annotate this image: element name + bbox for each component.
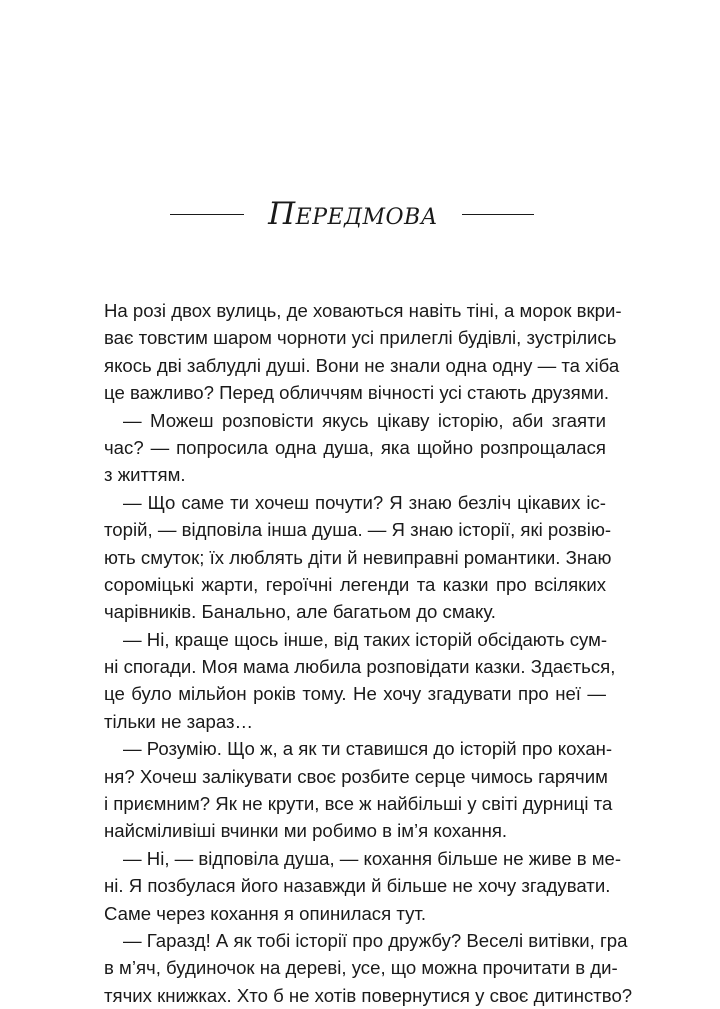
text-line: це важливо? Перед обличчям вічності усі стають друзями. xyxy=(104,382,610,404)
text-line: найсміливіші вчинки ми робимо в ім’я кохання. xyxy=(104,820,508,842)
text-line: — Що саме ти хочеш почути? Я знаю безліч цікавих іс- xyxy=(123,491,606,513)
text-line: тільки не зараз… xyxy=(104,710,254,732)
text-line: На розі двох вулиць, де ховаються навіть тіні, а морок вкри- xyxy=(104,300,622,321)
right-decorative-rule xyxy=(462,214,534,215)
text-line: Саме через кохання я опинилася тут. xyxy=(104,902,426,924)
text-line: ють смуток; їх люблять діти й невиправні романтики. Знаю xyxy=(104,546,612,568)
left-decorative-rule xyxy=(170,214,244,215)
text-line: чарівників. Банально, але багатьом до смаку. xyxy=(104,601,496,623)
text-line: — Можеш розповісти якусь цікаву історію, аби згаяти xyxy=(123,409,606,431)
text-line: тячих книжках. Хто б не хотів повернутися у своє дитинство? xyxy=(104,984,633,1006)
text-line: ває товстим шаром чорноти усі прилеглі будівлі, зустрілись xyxy=(104,327,617,349)
text-line: торій, — відповіла інша душа. — Я знаю історії, які розвію- xyxy=(104,519,612,541)
text-line: з життям. xyxy=(104,464,186,486)
text-line: ні спогади. Моя мама любила розповідати казки. Здається, xyxy=(104,656,616,678)
text-line: ня? Хочеш залікувати своє розбите серце чимось гарячим xyxy=(104,765,608,787)
text-line: — Ні, краще щось інше, від таких історій обсідають сум- xyxy=(123,628,608,650)
chapter-heading xyxy=(0,190,720,240)
chapter-title: Передмова xyxy=(268,196,438,232)
text-line: — Розумію. Що ж, а як ти ставишся до історій про кохан- xyxy=(123,738,613,760)
text-line: сороміцькі жарти, героїчні легенди та казки про всіляких xyxy=(104,573,606,595)
text-line: якось дві заблудлі душі. Вони не знали одна одну — та хіба xyxy=(104,354,620,376)
text-line: — Гаразд! А як тобі історії про дружбу? Веселі витівки, гра xyxy=(123,929,628,951)
text-line: і приємним? Як не крути, все ж найбільші у світі дурниці та xyxy=(104,793,613,815)
text-line: це було мільйон років тому. Не хочу згадувати про неї — xyxy=(104,683,606,705)
body-text xyxy=(104,297,633,1009)
text-line: час? — попросила одна душа, яка щойно розпрощалася xyxy=(104,436,606,458)
text-line: — Ні, — відповіла душа, — кохання більше не живе в ме- xyxy=(123,847,622,869)
text-line: ні. Я позбулася його назавжди й більше не хочу згадувати. xyxy=(104,875,611,897)
text-line: в м’яч, будиночок на дереві, усе, що можна прочитати в ди- xyxy=(104,957,618,979)
